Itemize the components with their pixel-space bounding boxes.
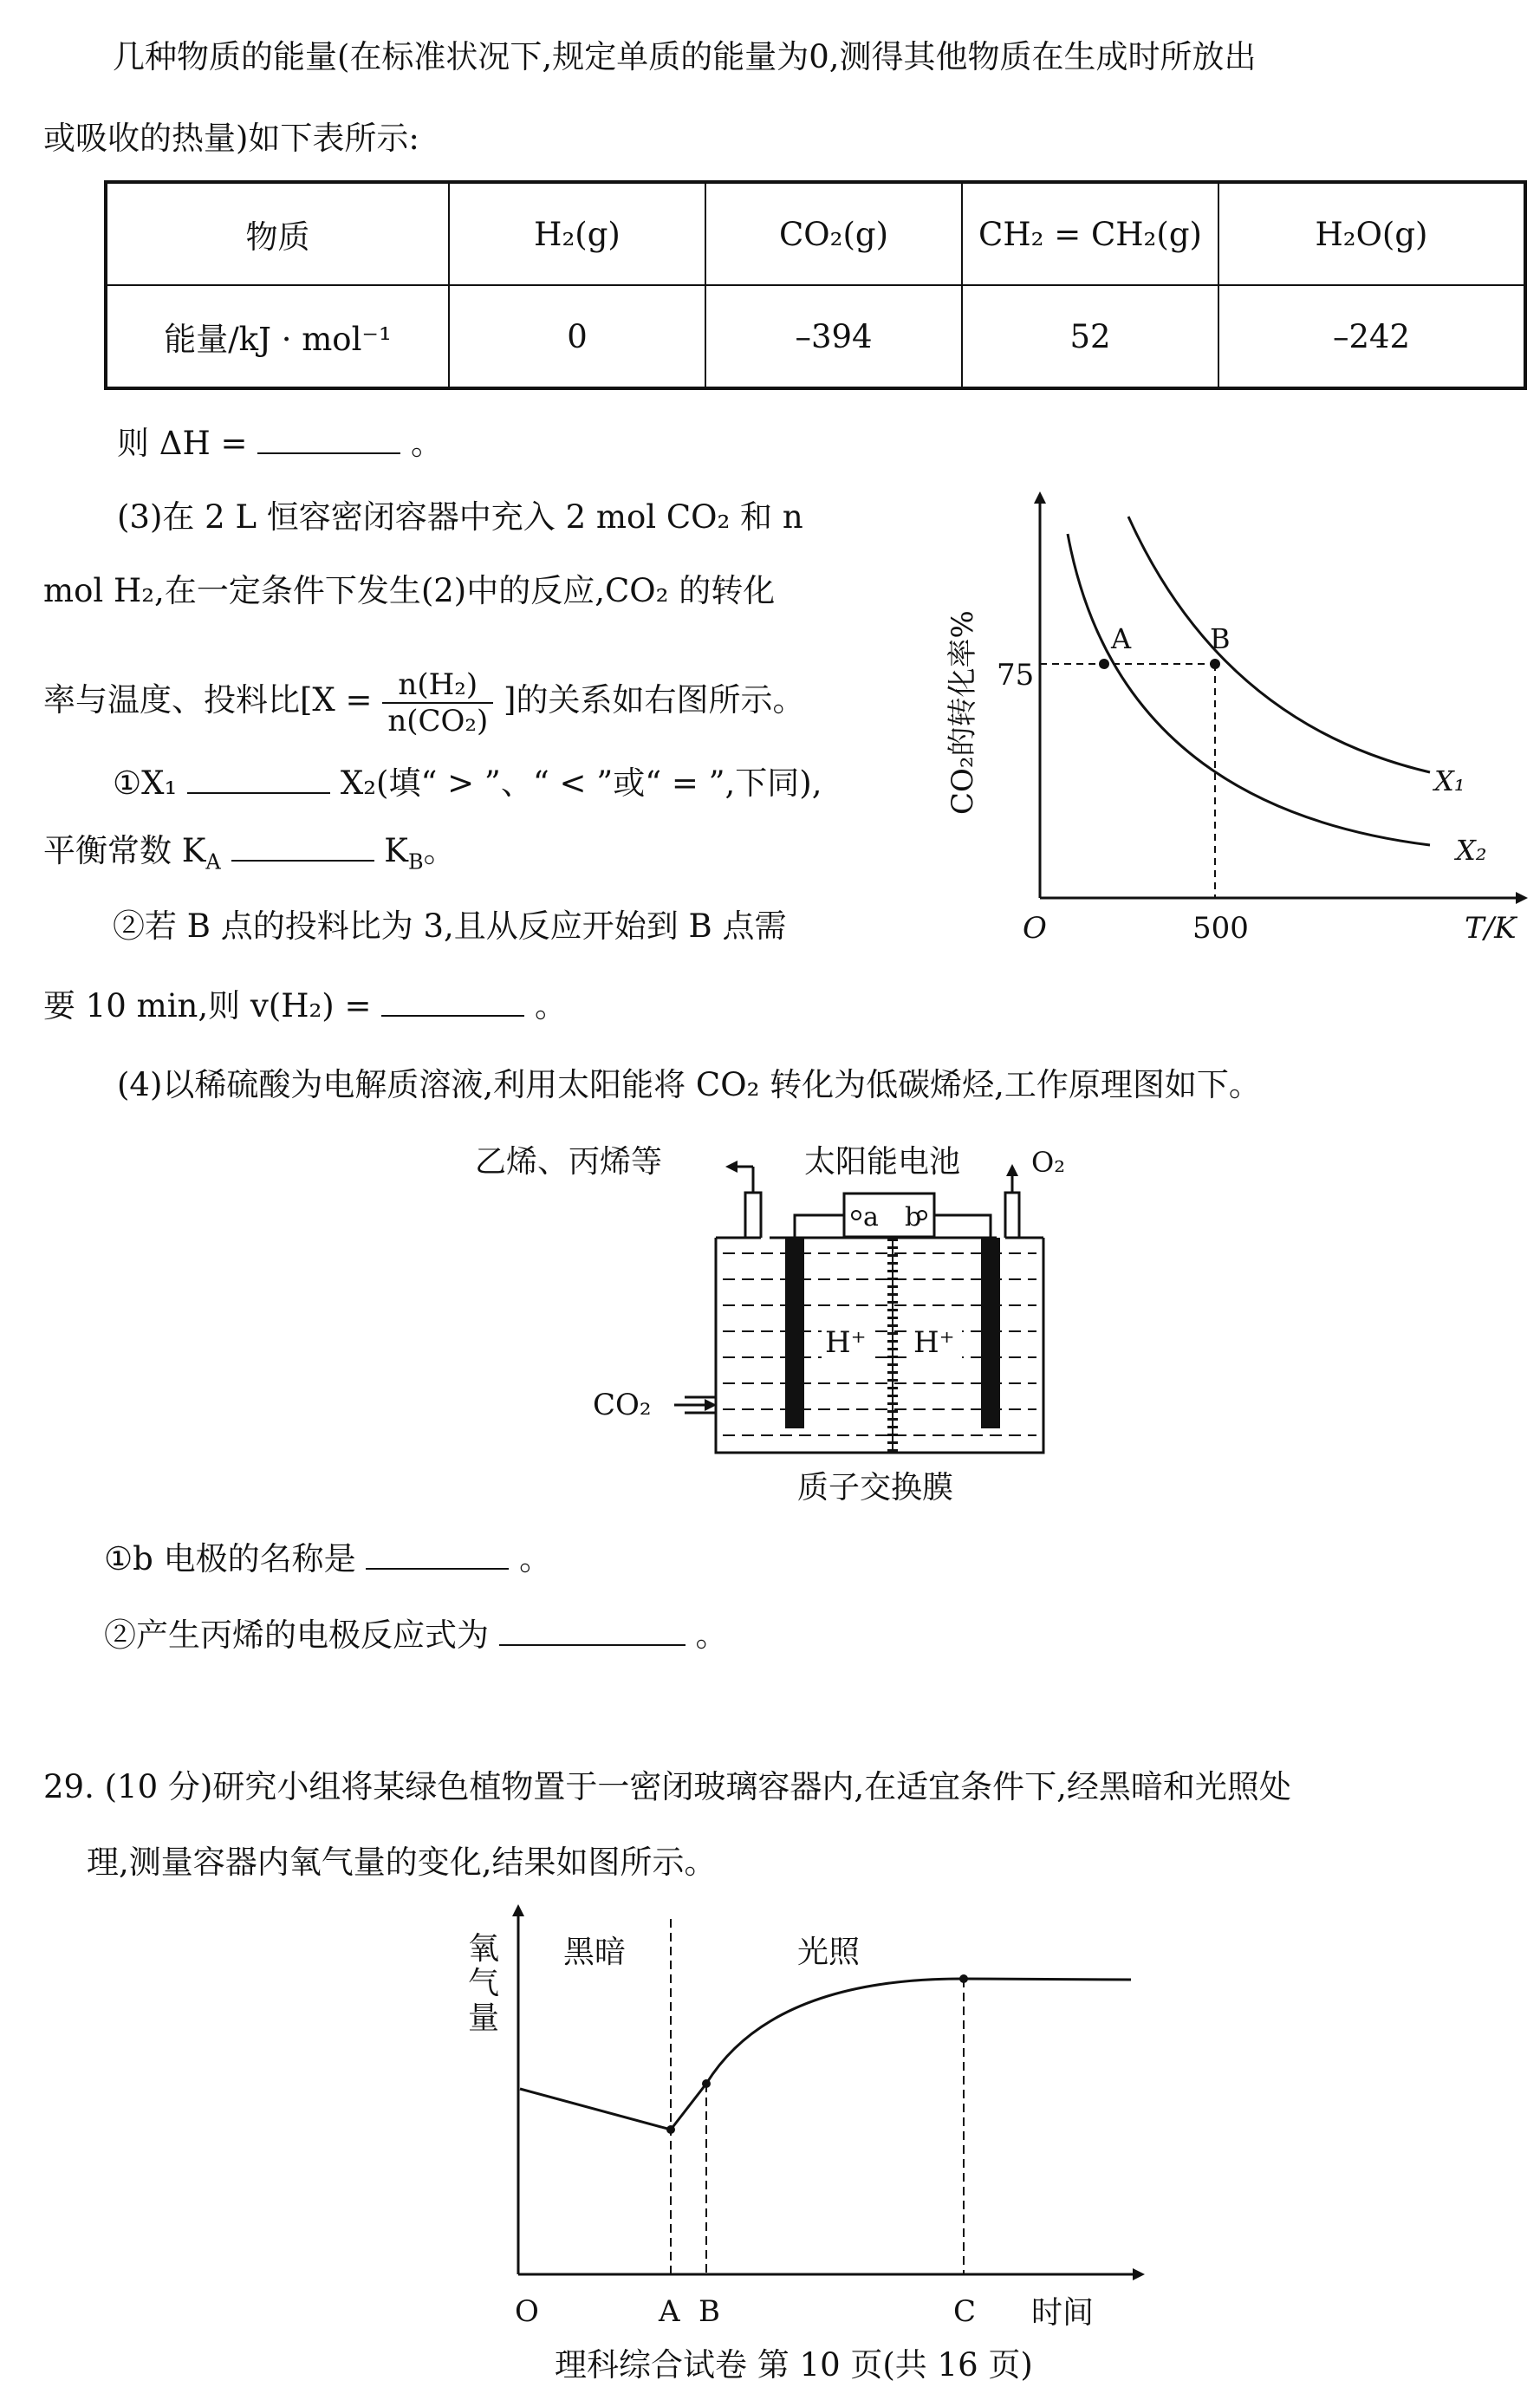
table-cell: 0 [449, 285, 705, 388]
terminal-a-label: a [863, 1202, 879, 1233]
q3-sub1-x1: ①X₁ [113, 764, 178, 802]
point-a [1099, 659, 1109, 669]
k-sub-a: A [205, 849, 221, 875]
fraction-denominator: n(CO₂) [387, 703, 489, 738]
table-header-cell: CO₂(g) [705, 182, 962, 285]
page-footer: 理科综合试卷 第 10 页(共 16 页) [555, 2346, 1033, 2384]
q4-sub2-text: ②产生丙烯的电极反应式为 [104, 1616, 489, 1654]
co2-inlet-label: CO₂ [593, 1388, 652, 1422]
tick-75-label: 75 [997, 658, 1035, 693]
q29-line-1: 29. (10 分)研究小组将某绿色植物置于一密闭玻璃容器内,在适宜条件下,经黑暗和光照处 [43, 1768, 1291, 1805]
table-header-cell: CH₂ = CH₂(g) [962, 182, 1218, 285]
table-header-cell: H₂(g) [449, 182, 705, 285]
curve-x1 [1128, 517, 1430, 772]
fraction-numerator: n(H₂) [382, 667, 493, 704]
q3-line-3-pre: 率与温度、投料比[X = [43, 681, 373, 719]
intro-line-1: 几种物质的能量(在标准状况下,规定单质的能量为0,测得其他物质在生成时所放出 [113, 38, 1257, 75]
dark-label: 黑暗 [563, 1935, 627, 1970]
q29-line-2: 理,测量容器内氧气量的变化,结果如图所示。 [87, 1844, 717, 1881]
membrane-label: 质子交换膜 [797, 1470, 954, 1506]
point-a-label: A [1111, 622, 1132, 655]
o2-label-c: C [953, 2294, 977, 2329]
wire-right [931, 1215, 991, 1238]
table-row-label: 能量/kJ · mol⁻¹ [106, 285, 449, 388]
q3-sub1-rest: X₂(填“ > ”、“ < ”或“ = ”,下同), [340, 764, 822, 802]
o2-x-axis-label: 时间 [1031, 2295, 1095, 2331]
light-label: 光照 [797, 1935, 861, 1970]
tick-500-label: 500 [1192, 911, 1249, 946]
q3-sub2-prefix: 要 10 min,则 v(H₂) = [43, 987, 372, 1024]
q3-line-3-post: ]的关系如右图所示。 [504, 681, 805, 719]
electrode-b [981, 1238, 1000, 1428]
table-cell: –242 [1218, 285, 1525, 388]
oxygen-outlet [1005, 1193, 1019, 1238]
co2-conversion-chart [945, 494, 1525, 946]
table-cell: 52 [962, 285, 1218, 388]
table-header-cell: 物质 [106, 182, 449, 285]
table-cell: –394 [705, 285, 962, 388]
o2-dark-line [520, 2089, 671, 2130]
q4-sub1-text: ①b 电极的名称是 [104, 1540, 356, 1577]
k-end: 。 [423, 832, 456, 869]
point-b-label: B [1210, 622, 1231, 655]
solar-cell-label: 太阳能电池 [804, 1144, 961, 1180]
y-axis-label: CO₂的转化率% [945, 610, 980, 815]
origin-label: O [1023, 911, 1047, 946]
o2-label-b: B [699, 2294, 720, 2329]
q3-sub2-end: 。 [535, 987, 568, 1024]
table-header-cell: H₂O(g) [1218, 182, 1525, 285]
o2-ylabel-2: 气 [468, 1966, 500, 2001]
electrolysis-cell-diagram [475, 1144, 1065, 1506]
q3-line-1: (3)在 2 L 恒容密闭容器中充入 2 mol CO₂ 和 n [117, 498, 803, 536]
o2-point-b [702, 2079, 711, 2088]
h-left-label: H⁺ [825, 1325, 867, 1360]
q3-sub2-line-1: ②若 B 点的投料比为 3,且从反应开始到 B 点需 [113, 907, 787, 945]
intro-line-2: 或吸收的热量)如下表所示: [43, 120, 419, 157]
o2-ylabel-1: 氧 [468, 1931, 500, 1967]
point-b [1210, 659, 1220, 669]
curve-x1-label: X₁ [1434, 764, 1465, 797]
oxygen-label: O₂ [1031, 1146, 1066, 1179]
o2-point-c [959, 1974, 968, 1983]
k-sub-b: B [407, 849, 424, 875]
x-axis-label: T/K [1465, 911, 1517, 946]
delta-h-suffix: 。 [411, 425, 444, 462]
q4-intro: (4)以稀硫酸为电解质溶液,利用太阳能将 CO₂ 转化为低碳烯烃,工作原理图如下。 [117, 1066, 1261, 1103]
o2-ylabel-3: 量 [468, 2000, 500, 2036]
o2-label-a: A [659, 2294, 680, 2329]
electrode-a [785, 1238, 804, 1428]
delta-h-prefix: 则 ΔH = [117, 425, 248, 462]
o2-light-curve [706, 1979, 1131, 2084]
product-outlet [745, 1193, 761, 1238]
q4-sub1-end: 。 [519, 1540, 552, 1577]
o2-rise-line [671, 2084, 706, 2130]
terminal-b-label: b [905, 1202, 922, 1233]
h-right-label: H⁺ [913, 1325, 955, 1360]
oxygen-time-chart [468, 1907, 1142, 2331]
terminal-a [852, 1211, 861, 1220]
o2-origin-label: O [515, 2294, 539, 2329]
k-label-b: K [384, 832, 408, 869]
o2-point-a [666, 2125, 675, 2134]
q4-sub2-end: 。 [695, 1616, 728, 1654]
curve-x2-label: X₂ [1456, 834, 1487, 867]
product-label: 乙烯、丙烯等 [475, 1144, 663, 1180]
q3-line-2: mol H₂,在一定条件下发生(2)中的反应,CO₂ 的转化 [43, 572, 776, 609]
curve-x2 [1068, 534, 1430, 845]
k-label: 平衡常数 K [43, 832, 206, 869]
